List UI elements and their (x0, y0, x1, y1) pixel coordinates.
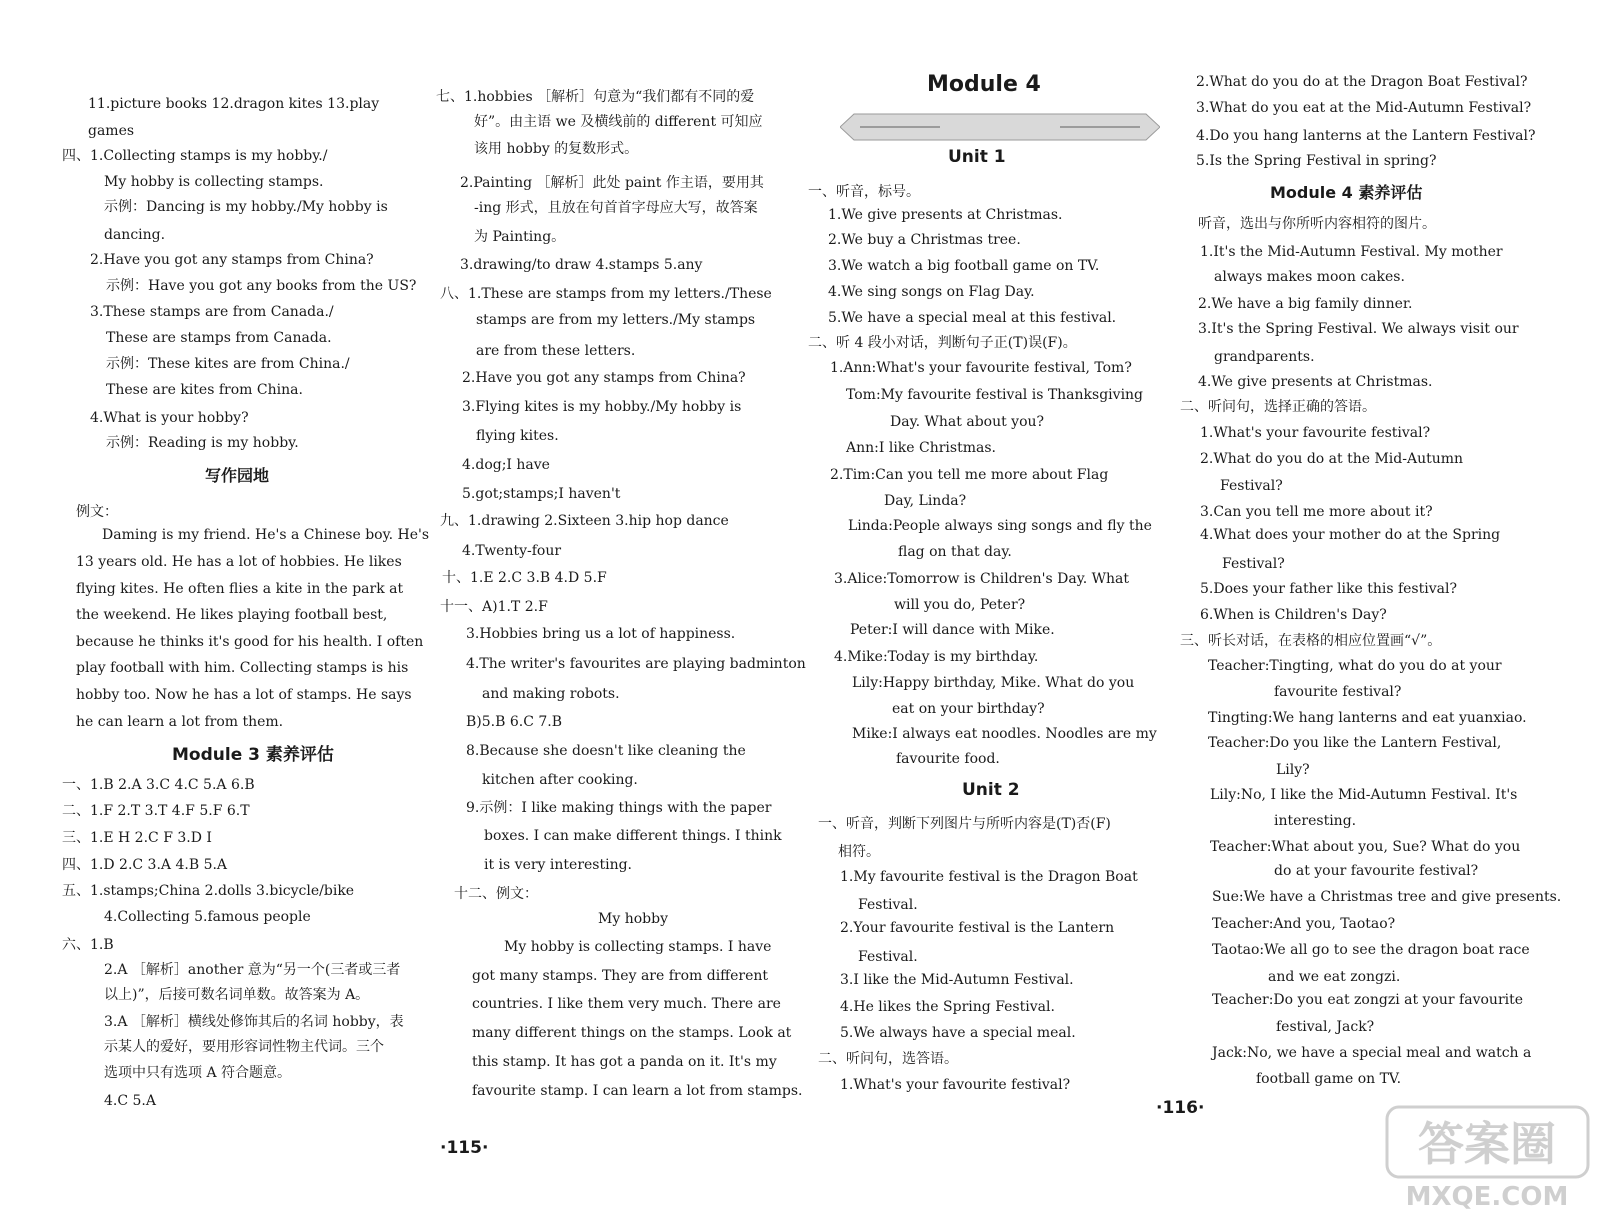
text-line: 11.picture books 12.dragon kites 13.play (88, 96, 380, 112)
text-line: 5.We always have a special meal. (840, 1025, 1076, 1041)
text-line: 八、1.These are stamps from my letters./These (440, 286, 772, 302)
text-line: 4.He likes the Spring Festival. (840, 999, 1055, 1015)
text-line: 13 years old. He has a lot of hobbies. He likes (76, 554, 402, 570)
text-line: Festival. (858, 949, 918, 965)
text-line: 相符。 (838, 844, 880, 860)
text-line: Ann:I like Christmas. (846, 440, 996, 456)
text-line: 2.A ［解析］another 意为“另一个(三者或三者 (104, 962, 401, 978)
text-line: always makes moon cakes. (1214, 269, 1405, 285)
text-line: 4.The writer's favourites are playing badminton (466, 656, 806, 672)
text-line: Peter:I will dance with Mike. (850, 622, 1055, 638)
text-line: 4.dog;I have (462, 457, 550, 473)
text-line: 四、1.D 2.C 3.A 4.B 5.A (62, 857, 228, 873)
text-line: 3.What do you eat at the Mid-Autumn Festival? (1196, 100, 1532, 116)
text-line: flying kites. (476, 428, 559, 444)
text-line: 2.Painting ［解析］此处 paint 作主语，要用其 (460, 175, 764, 191)
text-line: 2.Have you got any stamps from China? (462, 370, 746, 386)
heading: Unit 1 (948, 147, 1006, 167)
text-line: 3.drawing/to draw 4.stamps 5.any (460, 257, 703, 273)
text-line: football game on TV. (1256, 1071, 1402, 1087)
text-line: 8.Because she doesn't like cleaning the (466, 743, 746, 759)
text-line: favourite food. (896, 751, 1000, 767)
text-line: 1.What's your favourite festival? (840, 1077, 1071, 1093)
text-line: Teacher:Do you like the Lantern Festival, (1208, 735, 1502, 751)
text-line: Sue:We have a Christmas tree and give presents. (1212, 889, 1562, 905)
text-line: 九、1.drawing 2.Sixteen 3.hip hop dance (440, 513, 729, 529)
text-line: Festival? (1220, 478, 1283, 494)
text-line: 2.Your favourite festival is the Lantern (840, 920, 1115, 936)
page-number-left: ·115· (440, 1138, 489, 1158)
text-line: Jack:No, we have a special meal and watch a (1212, 1045, 1532, 1061)
text-line: 3.A ［解析］横线处修饰其后的名词 hobby，表 (104, 1014, 404, 1030)
text-line: 3.Flying kites is my hobby./My hobby is (462, 399, 742, 415)
text-line: 4.Collecting 5.famous people (104, 909, 311, 925)
text-line: 一、1.B 2.A 3.C 4.C 5.A 6.B (62, 777, 255, 793)
text-line: 4.We give presents at Christmas. (1198, 374, 1433, 390)
heading: Module 3 素养评估 (172, 745, 334, 765)
text-line: 示某人的爱好，要用形容词性物主代词。三个 (104, 1039, 384, 1055)
text-line: 十一、A)1.T 2.F (440, 599, 548, 615)
text-line: Lily:No, I like the Mid-Autumn Festival. It's (1210, 787, 1518, 803)
text-line: 5.got;stamps;I haven't (462, 486, 621, 502)
text-line: 3.I like the Mid-Autumn Festival. (840, 972, 1074, 988)
text-line: stamps are from my letters./My stamps (476, 312, 756, 328)
text-line: 2.What do you do at the Mid-Autumn (1200, 451, 1464, 467)
text-line: 三、1.E H 2.C F 3.D I (62, 830, 212, 846)
text-line: 六、1.B (62, 937, 114, 953)
text-line: Day, Linda? (884, 493, 967, 509)
text-line: dancing. (104, 227, 166, 243)
text-line: 该用 hobby 的复数形式。 (474, 141, 639, 157)
text-line: 示例：Reading is my hobby. (106, 435, 299, 451)
text-line: 二、听问句，选择正确的答语。 (1180, 399, 1376, 415)
text-line: this stamp. It has got a panda on it. It's my (472, 1054, 777, 1070)
text-line: 1.It's the Mid-Autumn Festival. My mother (1200, 244, 1503, 260)
text-line: 5.Does your father like this festival? (1200, 581, 1457, 597)
text-line: will you do, Peter? (894, 597, 1026, 613)
text-line: 4.We sing songs on Flag Day. (828, 284, 1035, 300)
text-line: got many stamps. They are from different (472, 968, 769, 984)
text-line: games (88, 123, 135, 139)
text-line: 为 Painting。 (474, 229, 566, 245)
text-line: 四、1.Collecting stamps is my hobby./ (62, 148, 328, 164)
text-line: 以上)”，后接可数名词单数。故答案为 A。 (104, 987, 370, 1003)
text-line: 二、听问句，选答语。 (818, 1051, 958, 1067)
text-line: Teacher:What about you, Sue? What do you (1210, 839, 1521, 855)
text-line: 十、1.E 2.C 3.B 4.D 5.F (442, 570, 607, 586)
text-line: interesting. (1274, 813, 1357, 829)
text-line: 一、听音，判断下列图片与所听内容是(T)否(F) (818, 816, 1111, 832)
text-line: 4.C 5.A (104, 1093, 156, 1109)
page-number-right: ·116· (1156, 1098, 1205, 1118)
text-line: Tingting:We hang lanterns and eat yuanxiao. (1208, 710, 1527, 726)
text-line: flag on that day. (898, 544, 1012, 560)
text-line: 听音，选出与你所听内容相符的图片。 (1198, 216, 1436, 232)
text-line: 1.What's your favourite festival? (1200, 425, 1431, 441)
text-line: 1.My favourite festival is the Dragon Boat (840, 869, 1138, 885)
text-line: 3.We watch a big football game on TV. (828, 258, 1100, 274)
text-line: Linda:People always sing songs and fly the (848, 518, 1152, 534)
text-line: 2.We have a big family dinner. (1198, 296, 1413, 312)
text-line: 3.Alice:Tomorrow is Children's Day. What (834, 571, 1130, 587)
text-line: 例文： (76, 504, 118, 520)
text-line: These are kites from China. (106, 382, 303, 398)
text-line: Teacher:Tingting, what do you do at your (1208, 658, 1502, 674)
text-line: 七、1.hobbies ［解析］句意为“我们都有不同的爱 (436, 89, 755, 105)
text-line: boxes. I can make different things. I think (484, 828, 782, 844)
text-line: Taotao:We all go to see the dragon boat race (1212, 942, 1530, 958)
text-line: Daming is my friend. He's a Chinese boy. He's (102, 527, 430, 543)
heading: Unit 2 (962, 780, 1020, 800)
text-line: -ing 形式，且放在句首首字母应大写，故答案 (474, 200, 758, 216)
text-line: play football with him. Collecting stamps is his (76, 660, 409, 676)
text-line: Day. What about you? (890, 414, 1045, 430)
text-line: 3.Can you tell me more about it? (1200, 504, 1433, 520)
text-line: 十二、例文： (454, 886, 538, 902)
text-line: grandparents. (1214, 349, 1315, 365)
text-line: My hobby is collecting stamps. (104, 174, 324, 190)
text-line: 五、1.stamps;China 2.dolls 3.bicycle/bike (62, 883, 355, 899)
heading: 写作园地 (205, 466, 270, 485)
text-line: are from these letters. (476, 343, 636, 359)
text-line: Teacher:Do you eat zongzi at your favourite (1212, 992, 1524, 1008)
text-line: Festival? (1222, 556, 1285, 572)
text-line: 1.Ann:What's your favourite festival, Tom? (830, 360, 1132, 376)
text-line: 示例：Dancing is my hobby./My hobby is (104, 199, 388, 215)
text-line: he can learn a lot from them. (76, 714, 284, 730)
text-line: My hobby is collecting stamps. I have (504, 939, 772, 955)
text-line: flying kites. He often flies a kite in the park at (76, 581, 404, 597)
text-line: These are stamps from Canada. (106, 330, 332, 346)
text-line: 4.What is your hobby? (90, 410, 249, 426)
text-line: 选项中只有选项 A 符合题意。 (104, 1065, 292, 1081)
text-line: Lily:Happy birthday, Mike. What do you (852, 675, 1135, 691)
text-line: 2.What do you do at the Dragon Boat Festival? (1196, 74, 1528, 90)
text-line: 4.Twenty-four (462, 543, 562, 559)
text-line: 示例：These kites are from China./ (106, 356, 350, 372)
text-line: and we eat zongzi. (1268, 969, 1401, 985)
text-line: eat on your birthday? (892, 701, 1045, 717)
text-line: 二、1.F 2.T 3.T 4.F 5.F 6.T (62, 803, 250, 819)
text-line: favourite festival? (1274, 684, 1402, 700)
text-line: 9.示例：I like making things with the paper (466, 800, 772, 816)
text-line: 3.It's the Spring Festival. We always visit our (1198, 321, 1519, 337)
text-line: Lily? (1276, 762, 1310, 778)
text-line: 3.These stamps are from Canada./ (90, 304, 334, 320)
text-line: kitchen after cooking. (482, 772, 638, 788)
text-line: 4.What does your mother do at the Spring (1200, 527, 1501, 543)
text-line: favourite stamp. I can learn a lot from stamps. (472, 1083, 803, 1099)
text-line: 2.We buy a Christmas tree. (828, 232, 1021, 248)
text-line: 5.Is the Spring Festival in spring? (1196, 153, 1437, 169)
text-line: 5.We have a special meal at this festival. (828, 310, 1117, 326)
text-line: 4.Mike:Today is my birthday. (834, 649, 1039, 665)
heading: Module 4 (927, 72, 1041, 97)
text-line: 好”。由主语 we 及横线前的 different 可知应 (474, 114, 763, 130)
text-line: 3.Hobbies bring us a lot of happiness. (466, 626, 736, 642)
text-line: 6.When is Children's Day? (1200, 607, 1387, 623)
text-line: it is very interesting. (484, 857, 633, 873)
text-line: 二、听 4 段小对话，判断句子正(T)误(F)。 (808, 335, 1077, 351)
text-line: B)5.B 6.C 7.B (466, 714, 563, 730)
text-line: Festival. (858, 897, 918, 913)
text-line: many different things on the stamps. Look at (472, 1025, 792, 1041)
text-line: Tom:My favourite festival is Thanksgiving (846, 387, 1144, 403)
text-line: hobby too. Now he has a lot of stamps. He says (76, 687, 412, 703)
text-line: 三、听长对话，在表格的相应位置画“√”。 (1180, 633, 1442, 649)
text-line: 示例：Have you got any books from the US? (106, 278, 417, 294)
watermark-logo (1385, 1105, 1590, 1215)
text-line: the weekend. He likes playing football best, (76, 607, 388, 623)
text-line: 1.We give presents at Christmas. (828, 207, 1063, 223)
heading: Module 4 素养评估 (1270, 183, 1423, 202)
text-line: 2.Have you got any stamps from China? (90, 252, 374, 268)
text-line: do at your favourite festival? (1274, 863, 1479, 879)
text-line: Mike:I always eat noodles. Noodles are my (852, 726, 1157, 742)
svg-text:MXQE.COM: MXQE.COM (1405, 1182, 1569, 1212)
text-line: Teacher:And you, Taotao? (1212, 916, 1396, 932)
text-line: and making robots. (482, 686, 620, 702)
listening-script-banner (840, 112, 1160, 142)
text-line: 一、听音，标号。 (808, 184, 920, 200)
svg-text:答案圈: 答案圈 (1418, 1117, 1556, 1171)
text-line: countries. I like them very much. There are (472, 996, 781, 1012)
text-line: My hobby (598, 911, 668, 927)
text-line: festival, Jack? (1276, 1019, 1375, 1035)
text-line: because he thinks it's good for his health. I often (76, 634, 424, 650)
text-line: 4.Do you hang lanterns at the Lantern Festival? (1196, 128, 1536, 144)
text-line: 2.Tim:Can you tell me more about Flag (830, 467, 1109, 483)
